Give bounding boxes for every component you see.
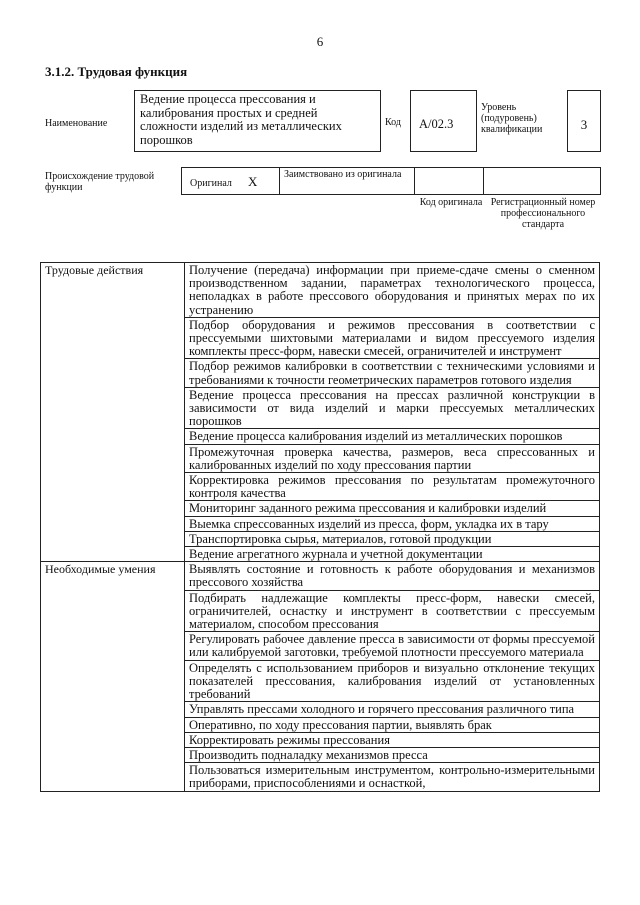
origin-original-cell (182, 168, 280, 194)
labor-actions-item: Получение (передача) информации при приеме-сдаче смены о сменном производственном задании, параметрах технологического процесса, неполадках в работе прессового оборудования и принятых мерах по их устранению (185, 263, 600, 318)
level-box (567, 90, 601, 152)
function-table (40, 262, 600, 792)
labor-actions-item: Мониторинг заданного режима прессования и калибровки изделий (185, 501, 600, 516)
skills-item: Подбирать надлежащие комплекты пресс-форм, навески смесей, ограничителей, оснастку и инструмент в соответствии с прессуемым материалом, способом прессования (185, 590, 600, 632)
origin-reg-cell (484, 168, 600, 194)
original-label: Оригинал (190, 178, 232, 189)
name-value: Ведение процесса прессования и калибрования простых и средней сложности изделий из металлических порошков (140, 92, 342, 147)
labor-actions-item: Подбор режимов калибровки в соответствии с техническими условиями и требованиями к точности геометрических параметров готового изделия (185, 359, 600, 387)
code-label: Код (385, 117, 401, 128)
skills-item: Пользоваться измерительным инструментом, контрольно-измерительными приборами, приспособлениями и оснасткой, (185, 763, 600, 791)
table-row (41, 263, 600, 318)
name-label: Наименование (45, 118, 108, 129)
labor-actions-item: Выемка спрессованных изделий из пресса, форм, укладка их в тару (185, 516, 600, 531)
labor-actions-item: Промежуточная проверка качества, размеров, веса спрессованных и калиброванных изделий по ходу прессования партии (185, 444, 600, 472)
code-original-caption: Код оригинала (419, 197, 483, 208)
code-box (410, 90, 477, 152)
origin-code-cell (415, 168, 484, 194)
origin-table (181, 167, 601, 195)
registration-caption: Регистрационный номер профессионального стандарта (490, 197, 596, 230)
labor-actions-item: Подбор оборудования и режимов прессования в соответствии с прессуемыми шихтовыми материалами и видом прессуемого изделия комплекты пресс-форм, навески смесей, ограничителей и инструмент (185, 317, 600, 359)
labor-actions-item: Ведение процесса прессования на прессах различной конструкции в зависимости от вида изделий и марки прессуемых металлических порошков (185, 387, 600, 429)
table-row (41, 562, 600, 590)
skills-item: Управлять прессами холодного и горячего прессования различного типа (185, 702, 600, 717)
borrowed-label: Заимствовано из оригинала (284, 169, 402, 180)
skills-item: Выявлять состояние и готовность к работе оборудования и механизмов прессового хозяйства (185, 562, 600, 590)
name-box (134, 90, 381, 152)
level-value: 3 (580, 117, 588, 132)
skills-item: Регулировать рабочее давление пресса в зависимости от формы прессуемой или калибруемой заготовки, требуемой плотности прессуемого материала (185, 632, 600, 660)
origin-borrowed-cell (280, 168, 415, 194)
section-title: 3.1.2. Трудовая функция (45, 64, 188, 79)
skills-item: Корректировать режимы прессования (185, 732, 600, 747)
labor-actions-item: Транспортировка сырья, материалов, готовой продукции (185, 531, 600, 546)
code-value: А/02.3 (419, 117, 454, 131)
labor-actions-label: Трудовые действия (41, 263, 185, 562)
labor-actions-item: Корректировка режимов прессования по результатам промежуточного контроля качества (185, 473, 600, 501)
page-number: 6 (316, 34, 324, 49)
labor-actions-item: Ведение процесса калибрования изделий из металлических порошков (185, 429, 600, 444)
skills-item: Определять с использованием приборов и визуально отклонение текущих показателей прессования, калибрования изделий от установленных требований (185, 660, 600, 702)
skills-item: Производить подналадку механизмов пресса (185, 747, 600, 762)
origin-label: Происхождение трудовой функции (45, 171, 155, 193)
skills-label: Необходимые умения (41, 562, 185, 791)
skills-item: Оперативно, по ходу прессования партии, выявлять брак (185, 717, 600, 732)
labor-actions-item: Ведение агрегатного журнала и учетной документации (185, 547, 600, 562)
original-mark: X (248, 174, 258, 189)
level-label: Уровень (подуровень) квалификации (481, 102, 543, 135)
